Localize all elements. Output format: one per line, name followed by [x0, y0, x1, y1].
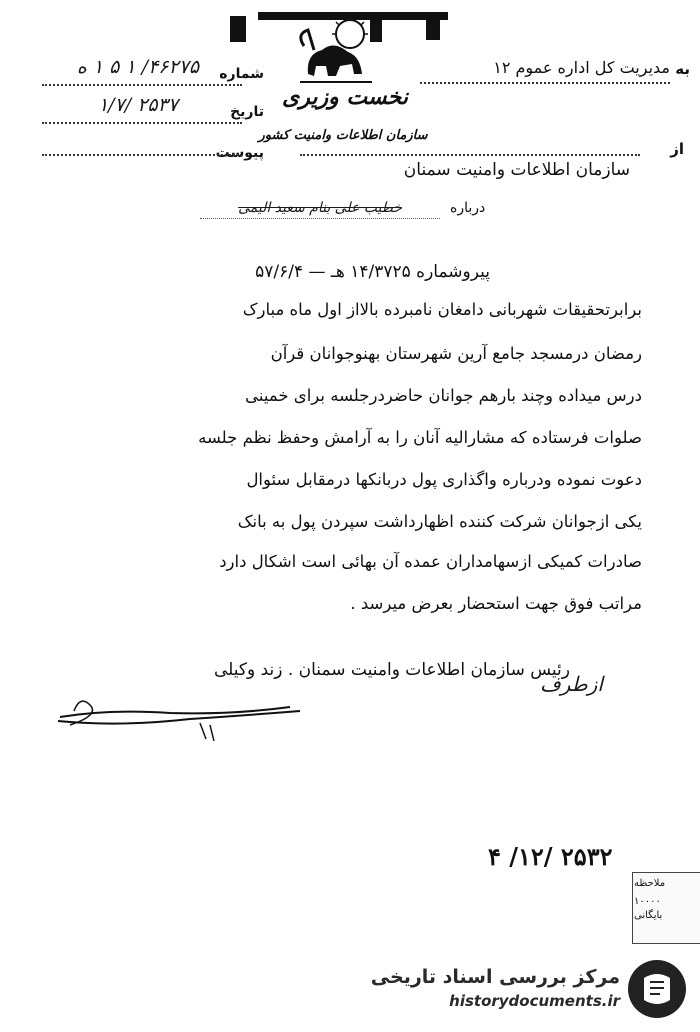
body-line: یکی ازجوانان شرکت کننده اظهارداشت سپردن پول به بانک	[237, 512, 642, 531]
register-line: بایگانی	[634, 910, 663, 921]
date-dotted-line	[42, 120, 242, 124]
attachment-label: پیوست	[215, 145, 264, 161]
watermark-logo-icon	[628, 960, 686, 1018]
body-line: برابرتحقیقات شهربانی دامغان نامبرده بالااز اول ماه مبارک	[242, 300, 642, 319]
body-line: مراتب فوق جهت استحضار بعرض میرسد .	[350, 594, 642, 613]
number-value: ۴۶۲۷۵/ ۱ ۵ ۱ ه	[76, 56, 200, 78]
subject-label: درباره	[450, 200, 486, 216]
register-line: ملاحظه	[634, 878, 666, 889]
attachment-dotted-line	[42, 152, 242, 156]
to-label: به	[675, 60, 690, 78]
signature-initial: ازطرف	[540, 672, 603, 696]
body-line: درس میداده وچند بارهم جوانان حاضردرجلسه برای خمینی	[245, 386, 642, 405]
body-line: رمضان درمسجد جامع آرین شهرستان بهنوجوانان قرآن	[270, 344, 642, 363]
to-recipient: مدیریت کل اداره عموم ۱۲	[493, 58, 670, 77]
from-label: از	[670, 140, 684, 158]
organization-title: سازمان اطلاعات وامنیت کشور	[258, 128, 428, 143]
signature-line: رئیس سازمان اطلاعات وامنیت سمنان . زند وکیلی	[213, 660, 570, 680]
date-value: ۱/۷/ ۲۵۳۷	[97, 94, 179, 116]
body-line: دعوت نموده ودرباره واگذاری پول دربانکها درمقابل سئوال	[246, 470, 642, 489]
from-sender: سازمان اطلاعات وامنیت سمنان	[403, 160, 630, 180]
from-dotted-line	[300, 152, 640, 156]
reference-line: پیروشماره ۱۴/۳۷۲۵ هـ — ۵۷/۶/۴	[255, 262, 490, 282]
number-label: شماره	[219, 66, 264, 82]
watermark-url: historydocuments.ir	[449, 992, 620, 1010]
body-line: صادرات کمیکی ازسهامداران عمده آن بهائی است اشکال دارد	[219, 552, 642, 571]
to-dotted-line	[420, 80, 670, 84]
date-label: تاریخ	[230, 104, 264, 120]
lion-and-sun-emblem	[290, 16, 382, 88]
subject-text: خطیب علی بنام سعید الیمی	[238, 200, 402, 216]
date-stamp: ۴ /۱۲/ ۲۵۳۲	[488, 842, 613, 871]
watermark-name: مرکز بررسی اسناد تاریخی	[370, 966, 620, 988]
government-title: نخست وزیری	[282, 84, 408, 110]
handwritten-signature	[50, 695, 310, 745]
register-line: ۱۰۰۰۰	[634, 896, 661, 907]
subject-dotted-line	[200, 218, 440, 219]
number-dotted-line	[42, 82, 242, 86]
body-line: صلوات فرستاده که مشارالیه آنان را به آرامش وحفظ نظم جلسه	[198, 428, 642, 447]
